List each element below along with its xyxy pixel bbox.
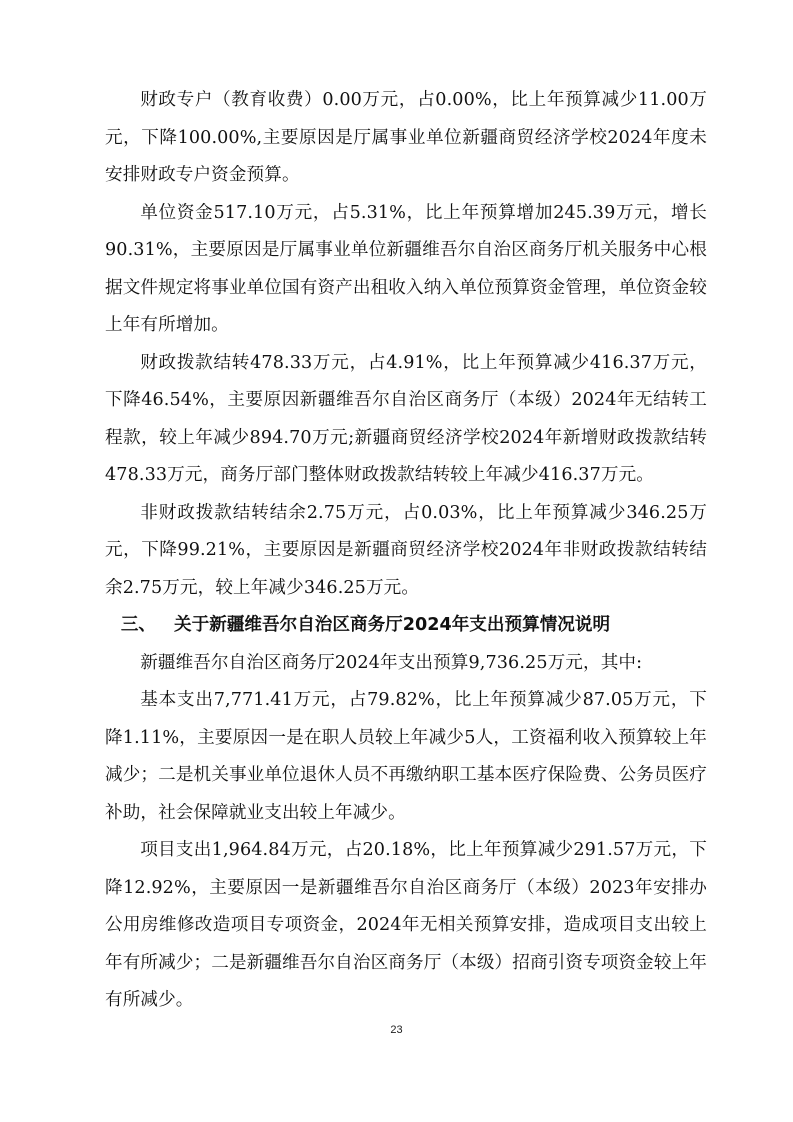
paragraph-fiscal-special-account: 财政专户（教育收费）0.00万元，占0.00%，比上年预算减少11.00万元，下降100.00%,主要原因是厅属事业单位新疆商贸经济学校2024年度未安排财政专户资金预算。 xyxy=(105,90,707,185)
paragraph-fiscal-carryover: 财政拨款结转478.33万元，占4.91%，比上年预算减少416.37万元，下降46.54%，主要原因新疆维吾尔自治区商务厅（本级）2024年无结转工程款，较上年减少894.70万元;新疆商贸经济学校2024年新增财政拨款结转478.33万元，商务厅部门整体财政拨款结转较上年减少416.37万元。 xyxy=(105,352,707,485)
section-title: 关于新疆维吾尔自治区商务厅2024年支出预算情况说明 xyxy=(174,615,611,635)
section-number: 三、 xyxy=(120,615,157,635)
page-number: 23 xyxy=(390,1024,403,1036)
page-content xyxy=(105,82,707,1020)
paragraph-project-expenditure: 项目支出1,964.84万元，占20.18%，比上年预算减少291.57万元，下降12.92%，主要原因一是新疆维吾尔自治区商务厅（本级）2023年安排办公用房维修改造项目专项资金，2024年无相关预算安排，造成项目支出较上年有所减少；二是新疆维吾尔自治区商务厅（本级）招商引资专项资金较上年有所减少。 xyxy=(105,840,707,1010)
paragraph-basic-expenditure: 基本支出7,771.41万元，占79.82%，比上年预算减少87.05万元，下降1.11%，主要原因一是在职人员较上年减少5人，工资福利收入预算较上年减少；二是机关事业单位退休人员不再缴纳职工基本医疗保险费、公务员医疗补助，社会保障就业支出较上年减少。 xyxy=(105,690,707,823)
section-heading xyxy=(105,607,707,645)
paragraph-unit-funds: 单位资金517.10万元，占5.31%，比上年预算增加245.39万元，增长90.31%，主要原因是厅属事业单位新疆维吾尔自治区商务厅机关服务中心根据文件规定将事业单位国有资产出租收入纳入单位预算资金管理，单位资金较上年有所增加。 xyxy=(105,202,707,335)
paragraph-non-fiscal-carryover: 非财政拨款结转结余2.75万元，占0.03%，比上年预算减少346.25万元，下降99.21%，主要原因是新疆商贸经济学校2024年非财政拨款结转结余2.75万元，较上年减少346.25万元。 xyxy=(105,502,707,598)
paragraph-total-expenditure: 新疆维吾尔自治区商务厅2024年支出预算9,736.25万元，其中: xyxy=(140,652,643,673)
